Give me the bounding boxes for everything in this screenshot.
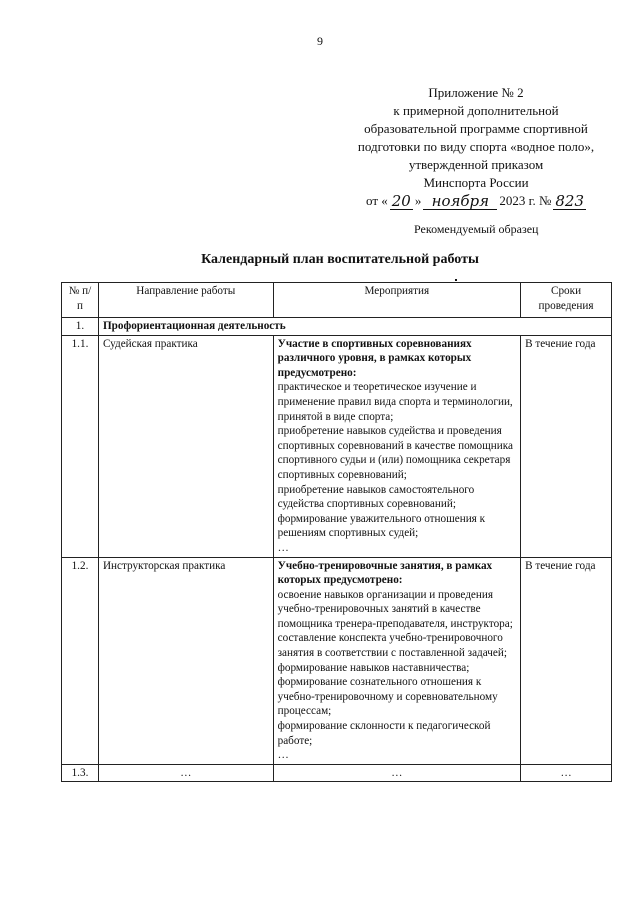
activity-item: … bbox=[277, 541, 289, 554]
activity-item: формирование навыков наставничества; bbox=[277, 661, 470, 674]
year-text: 2023 г. № bbox=[499, 193, 552, 208]
row-activities bbox=[273, 335, 520, 557]
date-prefix: от « bbox=[365, 193, 388, 208]
row-direction: Судейская практика bbox=[98, 335, 273, 557]
row-timing: В течение года bbox=[521, 335, 612, 557]
plan-table bbox=[61, 282, 612, 782]
row-timing: … bbox=[521, 764, 612, 782]
activity-item: формирование уважительного отношения к решениям спортивных судей; bbox=[277, 512, 486, 540]
activity-heading: Участие в спортивных соревнованиях различного уровня, в рамках которых предусмотрено: bbox=[277, 337, 472, 379]
activity-item: составление конспекта учебно-тренировочного занятия в соответствии с поставленной задачей; bbox=[277, 632, 507, 660]
appendix-line: Минспорта России bbox=[423, 175, 529, 190]
row-activities: … bbox=[273, 764, 520, 782]
handwritten-month: ноября bbox=[423, 193, 497, 210]
header-timing: Сроки проведения bbox=[521, 283, 612, 318]
header-direction: Направление работы bbox=[98, 283, 273, 318]
table-row bbox=[62, 335, 612, 557]
activity-heading: Учебно-тренировочные занятия, в рамках которых предусмотрено: bbox=[277, 559, 493, 587]
table-header-row bbox=[62, 283, 612, 318]
section-title: Профориентационная деятельность bbox=[98, 318, 611, 336]
activity-item: … bbox=[277, 749, 289, 762]
page-number: 9 bbox=[317, 34, 323, 48]
handwritten-order-number: 823 bbox=[555, 192, 585, 210]
table-row bbox=[62, 557, 612, 764]
appendix-line: образовательной программе спортивной bbox=[364, 121, 588, 136]
stray-dot bbox=[455, 279, 457, 281]
appendix-line: Приложение № 2 bbox=[428, 85, 524, 100]
header-activities: Мероприятия bbox=[273, 283, 520, 318]
appendix-line: подготовки по виду спорта «водное поло», bbox=[357, 139, 595, 154]
activity-item: освоение навыков организации и проведения учебно-тренировочных занятий в качестве помощника тренера-преподавателя, инструктора; bbox=[277, 588, 513, 630]
row-direction: Инструкторская практика bbox=[98, 557, 273, 764]
row-activities bbox=[273, 557, 520, 764]
activity-item: формирование склонности к педагогической работе; bbox=[277, 720, 491, 747]
section-row bbox=[62, 318, 612, 336]
activity-item: практическое и теоретическое изучение и применение правил вида спорта и терминологии, принятой в виде спорта; bbox=[277, 381, 513, 423]
date-mid: » bbox=[414, 193, 422, 208]
handwritten-day: 20 bbox=[391, 192, 411, 210]
row-num: 1.1. bbox=[62, 335, 99, 557]
activity-item: формирование сознательного отношения к учебно-тренировочному и соревновательному процессам; bbox=[277, 676, 498, 718]
row-direction: … bbox=[98, 764, 273, 782]
row-timing: В течение года bbox=[521, 557, 612, 764]
header-num: № п/п bbox=[62, 283, 99, 318]
table-row bbox=[62, 764, 612, 782]
appendix-line: утвержденной приказом bbox=[408, 157, 544, 172]
appendix-block bbox=[326, 84, 626, 210]
document-title: Календарный план воспитательной работы bbox=[201, 252, 479, 267]
activity-item: приобретение навыков судейства и проведения спортивных соревнований в качестве помощника спортивного судьи и (или) помощника секретаря спортивных соревнований; bbox=[277, 425, 513, 481]
activity-item: приобретение навыков самостоятельного судейства спортивных соревнований; bbox=[277, 483, 475, 511]
section-num: 1. bbox=[62, 318, 99, 336]
order-date-line bbox=[326, 192, 626, 210]
row-num: 1.2. bbox=[62, 557, 99, 764]
appendix-line: к примерной дополнительной bbox=[393, 103, 559, 118]
recommended-sample-label: Рекомендуемый образец bbox=[414, 222, 539, 236]
row-num: 1.3. bbox=[62, 764, 99, 782]
